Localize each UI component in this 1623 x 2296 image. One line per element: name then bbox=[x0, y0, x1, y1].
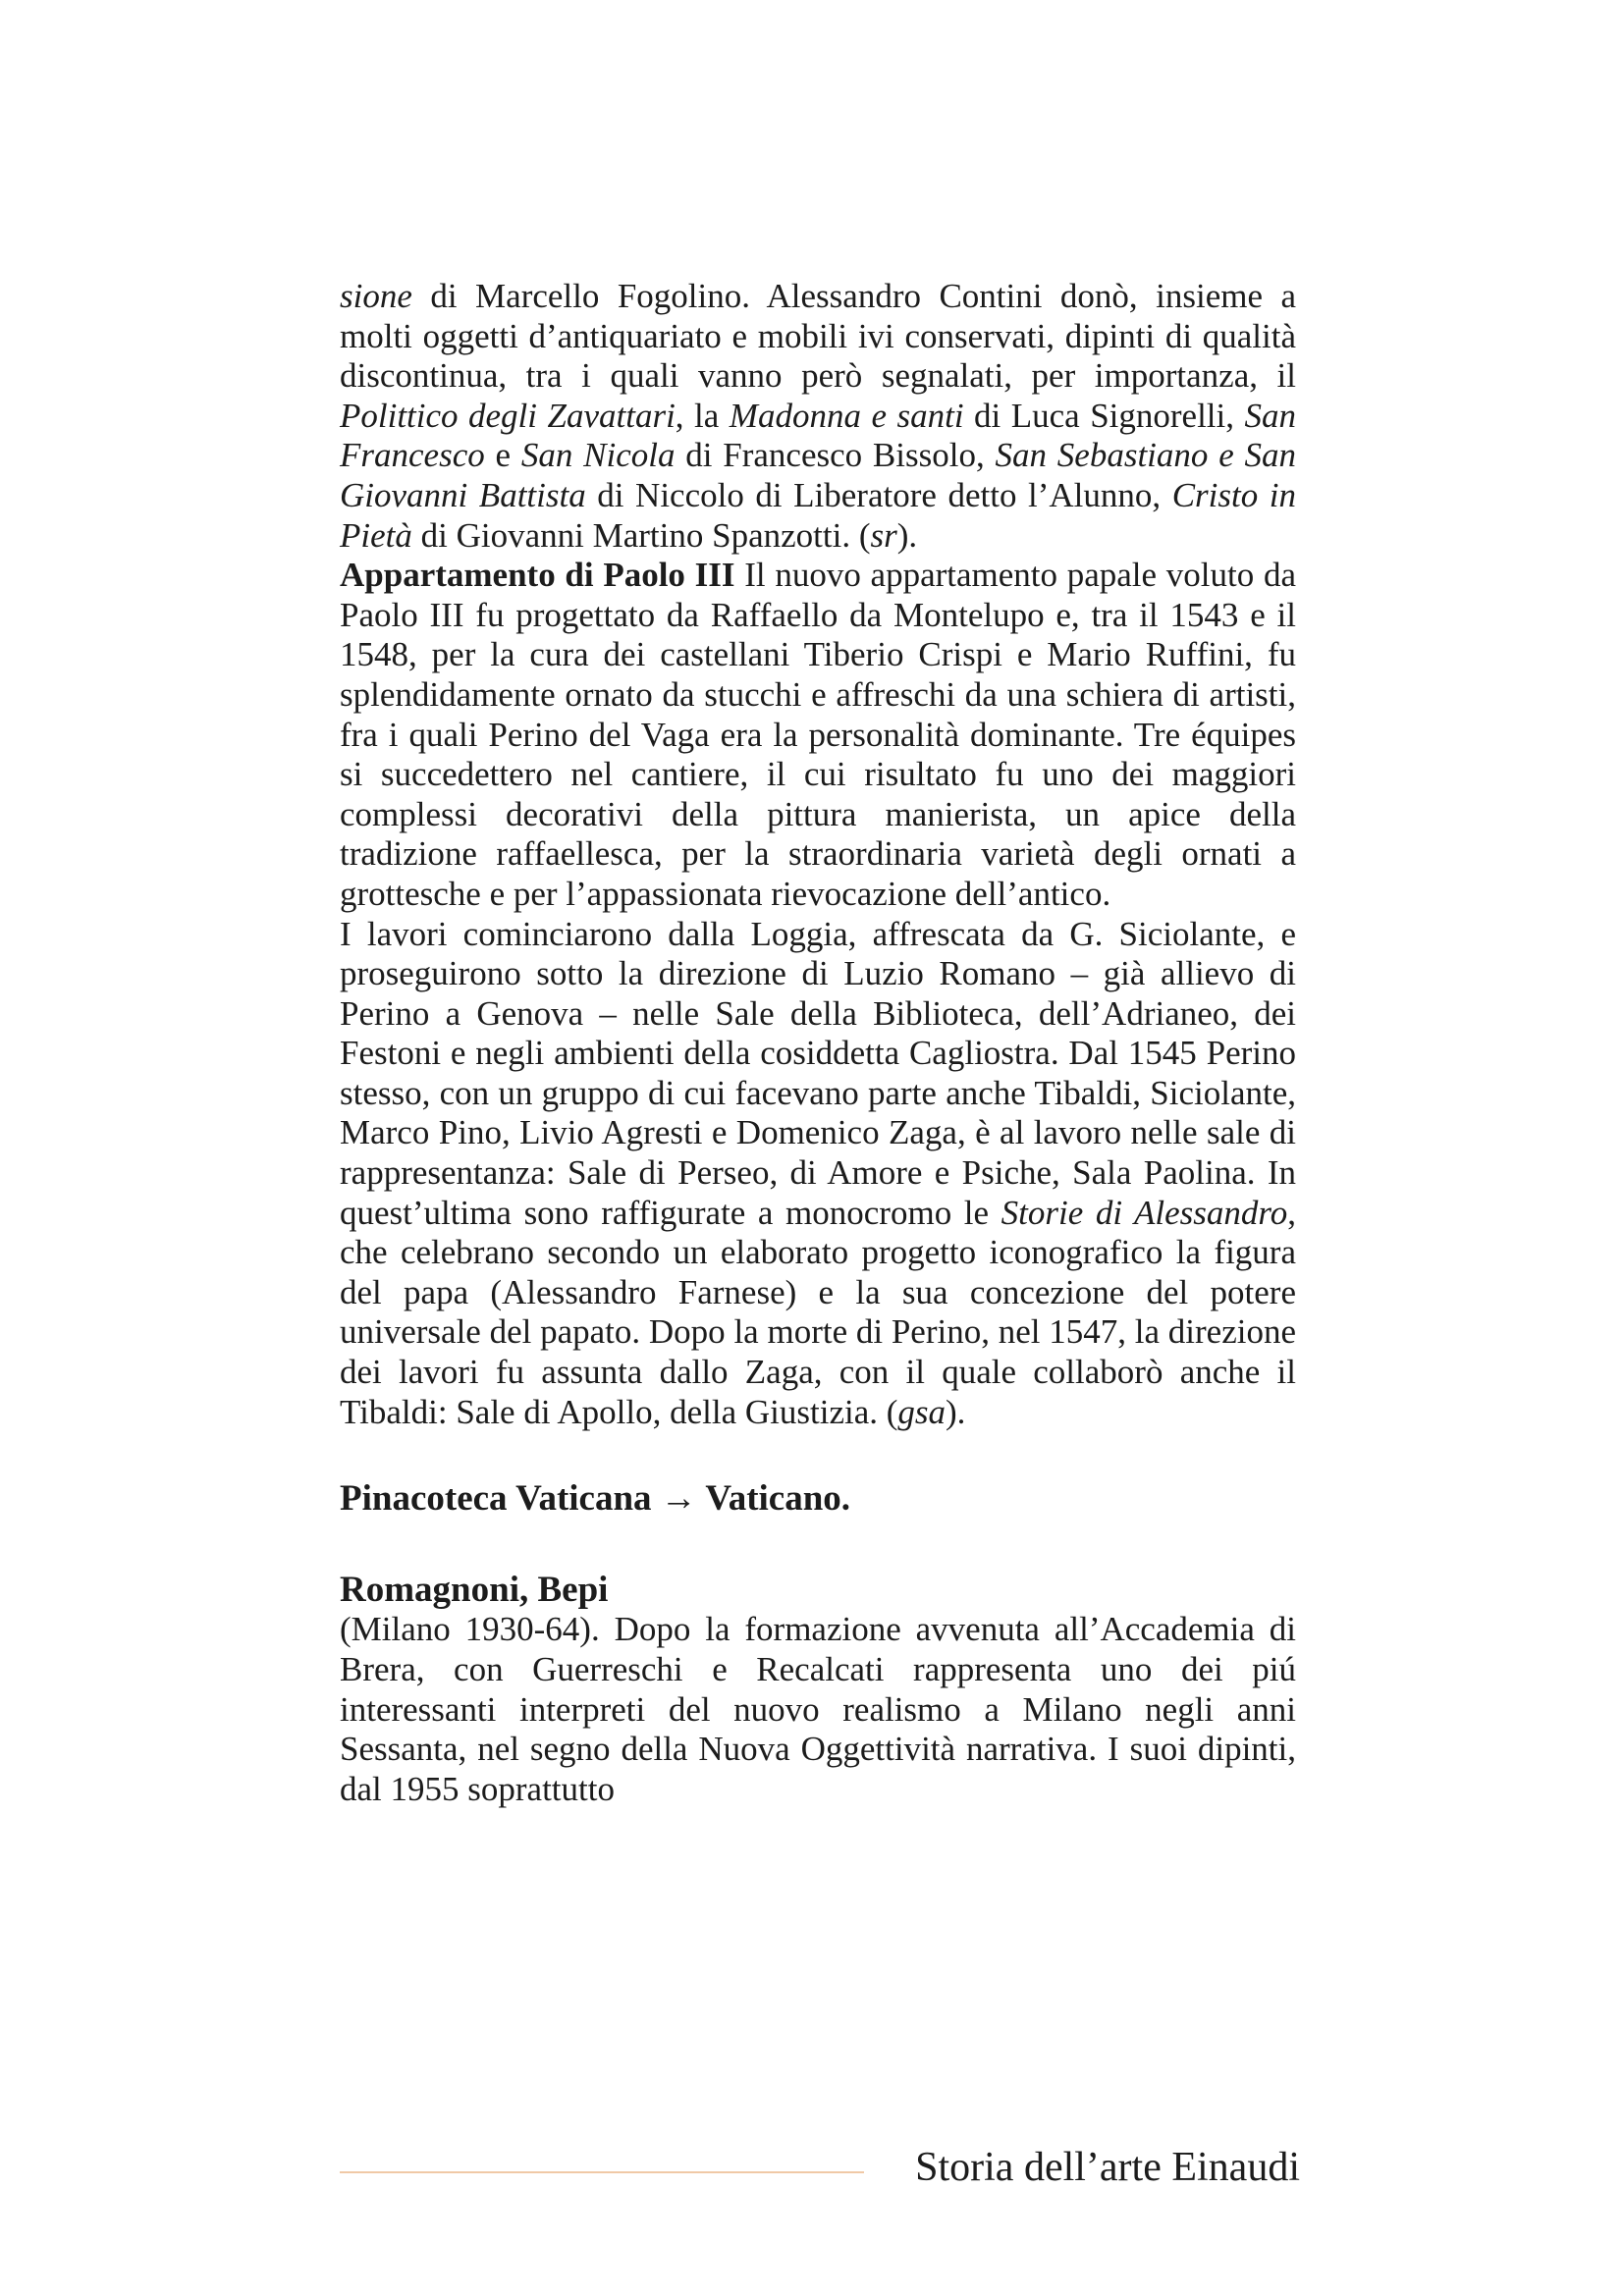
footer-title: Storia dell’arte Einaudi bbox=[915, 2145, 1300, 2190]
entry-romagnoni-body: (Milano 1930-64). Dopo la formazione avvenuta all’Accademia di Brera, con Guerreschi e Recalcati rappresenta uno dei piú interessanti interpreti del nuovo realismo a Milano negli anni Sessanta, nel segno della Nuova Oggettività narrativa. I suoi dipinti, dal 1955 soprattutto bbox=[340, 1610, 1296, 1808]
paragraph-lavori: I lavori cominciarono dalla Loggia, affrescata da G. Siciolante, e proseguirono sotto la direzione di Luzio Romano – già allievo di Perino a Genova – nelle Sale della Biblioteca, dell’Adrianeo, dei Festoni e negli ambienti della cosiddetta Cagliostra. Dal 1545 Perino stesso, con un gruppo di cui facevano parte anche Tibaldi, Siciolante, Marco Pino, Livio Agresti e Domenico Zaga, è al lavoro nelle sale di rappresentanza: Sale di Perseo, di Amore e Psiche, Sala Paolina. In quest’ultima sono raffigurate a monocromo le Storie di Alessandro, che celebrano secondo un elaborato progetto iconografico la figura del papa (Alessandro Farnese) e la sua concezione del potere universale del papato. Dopo la morte di Perino, nel 1547, la direzione dei lavori fu assunta dallo Zaga, con il quale collaborò anche il Tibaldi: Sale di Apollo, della Giustizia. (gsa). bbox=[340, 914, 1296, 1431]
footer-rule bbox=[340, 2171, 864, 2173]
paragraph-contini-donation: sione di Marcello Fogolino. Alessandro Contini donò, insieme a molti oggetti d’antiquariato e mobili ivi conservati, dipinti di qualità discontinua, tra i quali vanno però segnalati, per importanza, il Polittico degli Zavattari, la Madonna e santi di Luca Signorelli, San Francesco e San Nicola di Francesco Bissolo, San Sebastiano e San Giovanni Battista di Niccolo di Liberatore detto l’Alunno, Cristo in Pietà di Giovanni Martino Spanzotti. (sr). bbox=[340, 277, 1297, 555]
entry-pinacoteca-vaticana: Pinacoteca Vaticana → Vaticano. bbox=[340, 1478, 851, 1520]
body-text bbox=[340, 277, 1296, 1809]
section-title-appartamento: Appartamento di Paolo III bbox=[340, 556, 735, 595]
paragraph-appartamento-paolo-iii: Appartamento di Paolo III Il nuovo appartamento papale voluto da Paolo III fu progettato da Raffaello da Montelupo e, tra il 1543 e il 1548, per la cura dei castellani Tiberio Crispi e Mario Ruffini, fu splendidamente ornato da stucchi e affreschi da una schiera di artisti, fra i quali Perino del Vaga era la personalità dominante. Tre équipes si succedettero nel cantiere, il cui risultato fu uno dei maggiori complessi decorativi della pittura manierista, un apice della tradizione raffaellesca, per la straordinaria varietà degli ornati a grottesche e per l’appassionata rievocazione dell’antico. bbox=[340, 556, 1296, 913]
entry-romagnoni-heading: Romagnoni, Bepi bbox=[340, 1569, 609, 1610]
